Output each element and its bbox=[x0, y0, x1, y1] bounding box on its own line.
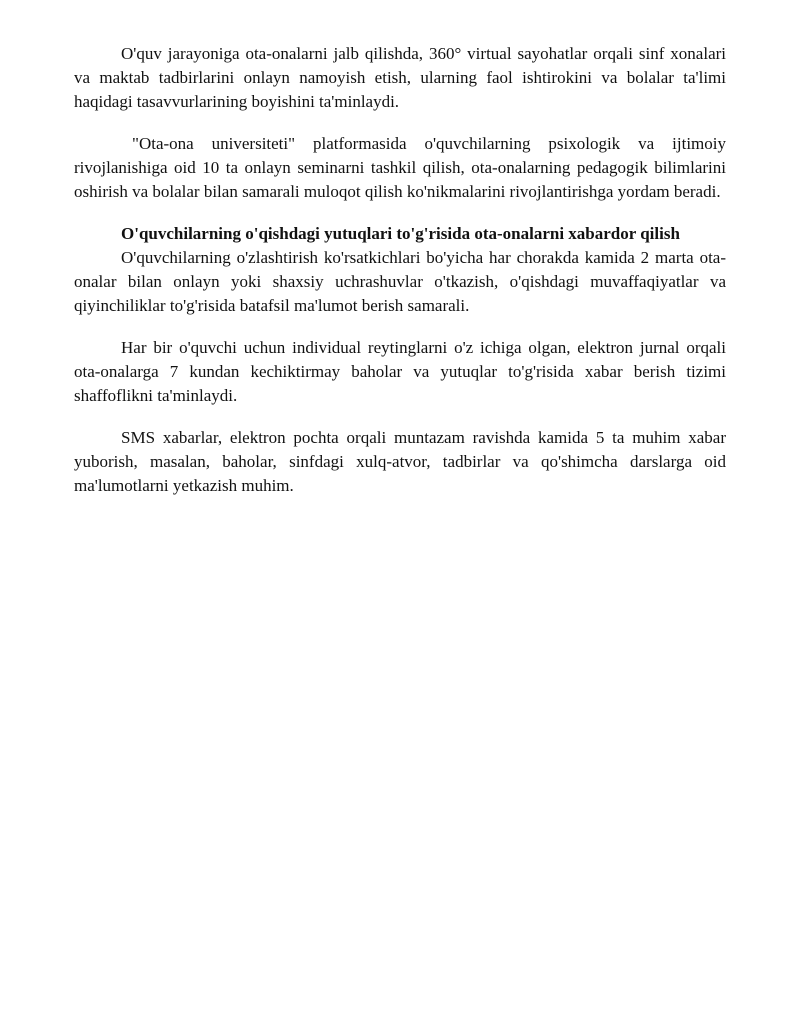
document-page bbox=[74, 42, 726, 516]
section-heading: O'quvchilarning o'qishdagi yutuqlari to'g'risida ota-onalarni xabardor qilish bbox=[121, 224, 680, 243]
paragraph-virtual-tours: O'quv jarayoniga ota-onalarni jalb qilishda, 360° virtual sayohatlar orqali sinf xonalari va maktab tadbirlarini onlayn namoyish etish, ularning faol ishtirokini va bolalar ta'limi haqidagi tasavvurlarining boyishini ta'minlaydi. bbox=[74, 44, 726, 111]
paragraph-parent-university: "Ota-ona universiteti" platformasida o'quvchilarning psixologik va ijtimoiy rivojlanishiga oid 10 ta onlayn seminarni tashkil qilish, ota-onalarning pedagogik bilimlarini oshirish va bolalar bilan samarali muloqot qilish ko'nikmalarini rivojlantirishga yordam beradi. bbox=[74, 134, 726, 201]
paragraph-quarterly-meetings: O'quvchilarning o'zlashtirish ko'rsatkichlari bo'yicha har chorakda kamida 2 marta ota-onalar bilan onlayn yoki shaxsiy uchrashuvlar o'tkazish, o'qishdagi muvaffaqiyatlar va qiyinchiliklar to'g'risida batafsil ma'lumot berish samarali. bbox=[74, 248, 726, 315]
paragraph-electronic-journal: Har bir o'quvchi uchun individual reytinglarni o'z ichiga olgan, elektron jurnal orqali ota-onalarga 7 kundan kechiktirmay baholar va yutuqlar to'g'risida xabar berish tizimi shaffoflikni ta'minlaydi. bbox=[74, 338, 726, 405]
paragraph-sms-messages: SMS xabarlar, elektron pochta orqali muntazam ravishda kamida 5 ta muhim xabar yuborish, masalan, baholar, sinfdagi xulq-atvor, tadbirlar va qo'shimcha darslarga oid ma'lumotlarni yetkazish muhim. bbox=[74, 428, 726, 495]
